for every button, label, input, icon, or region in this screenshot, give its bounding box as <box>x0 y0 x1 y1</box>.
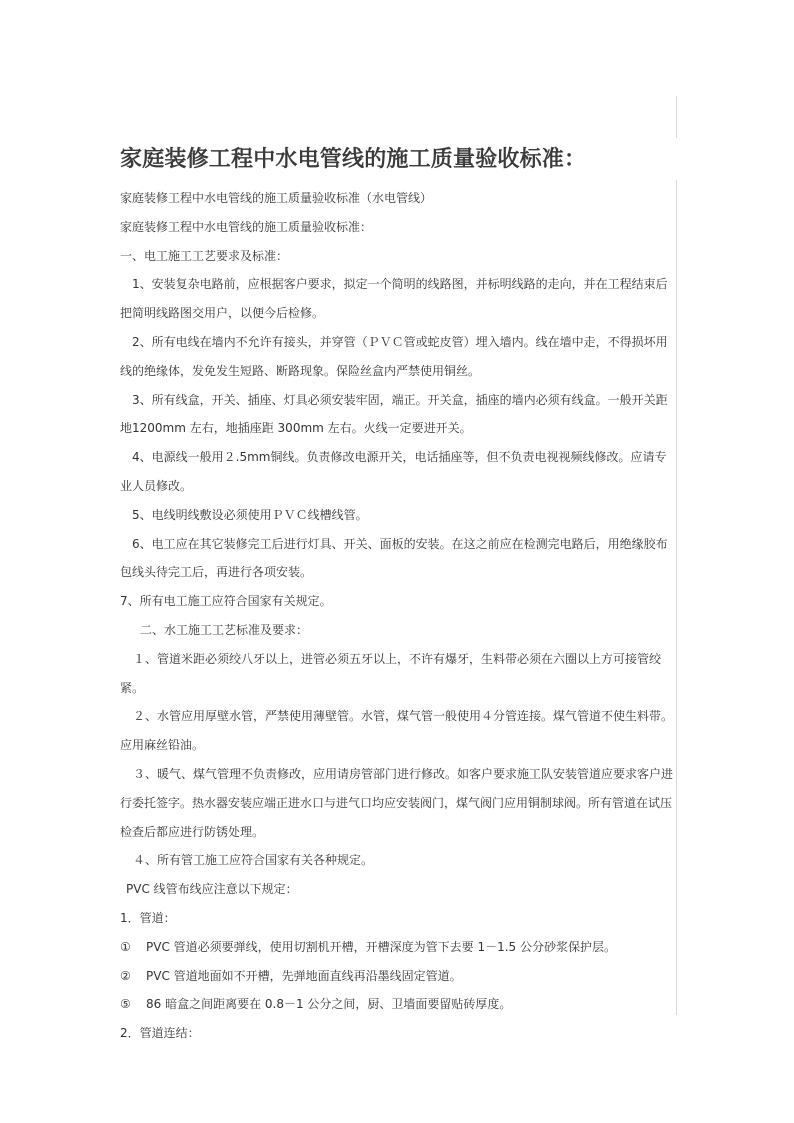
item-text: 86 暗盒之间距离要在 0.8－1 公分之间，厨、卫墙面要留贴砖厚度。 <box>146 997 512 1012</box>
pvc-section-1-heading: 1．管道： <box>120 910 176 925</box>
electrical-rule-4: 4、电源线一般用２.5mm铜线。负责修改电源开关，电话插座等，但不负责电视视频线修改。应请专业人员修改。 <box>120 450 667 493</box>
pvc-section-2-heading: 2．管道连结： <box>120 1026 200 1041</box>
item-text: PVC 管道地面如不开槽，先弹地面直线再沿墨线固定管道。 <box>146 968 462 983</box>
item-marker: ⑤ <box>120 997 131 1012</box>
page-edge-line-top <box>676 96 677 138</box>
electrical-rule-7: 7、所有电工施工应符合国家有关规定。 <box>120 594 332 609</box>
plumbing-rule-4: ４、所有管工施工应符合国家有关各种规定。 <box>133 853 374 868</box>
pvc-rules-heading: PVC 线管布线应注意以下规定： <box>126 882 298 897</box>
document-title: 家庭装修工程中水电管线的施工质量验收标准： <box>120 146 587 172</box>
plumbing-rule-2: ２、水管应用厚壁水管，严禁使用薄壁管。水管，煤气管一般使用４分管连接。煤气管道不使生料带。应用麻丝铅油。 <box>120 709 674 753</box>
item-marker: ② <box>120 968 131 983</box>
electrical-rule-5: 5、电线明线敷设必须使用ＰＶＣ线槽线管。 <box>132 507 368 522</box>
item-marker: ① <box>120 939 131 954</box>
plumbing-rule-3: ３、暖气、煤气管理不负责修改，应用请房管部门进行修改。如客户要求施工队安装管道应要求客户进行委托签字。热水器安装应端正进水口与进气口均应安装阀门，煤气阀门应用铜制球阀。所有管道在试压检查后都应进行防锈处理。 <box>120 766 674 839</box>
electrical-rule-2: 2、所有电线在墙内不允许有接头，并穿管（ＰＶＣ管或蛇皮管）埋入墙内。线在墙中走，不得损坏用线的绝缘体，发免发生短路、断路现象。保险丝盒内严禁使用铜丝。 <box>120 334 668 378</box>
item-text: PVC 管道必须要弹线，使用切割机开槽，开槽深度为管下去要 1－1.5 公分砂浆保护层。 <box>146 939 616 954</box>
pvc-item-2 <box>120 962 676 991</box>
electrical-rule-3: 3、所有线盒，开关、插座、灯具必须安装牢固，端正。开关盒，插座的墙内必须有线盒。一般开关距地1200mm 左右，地插座距 300mm 左右。火线一定要进开关。 <box>120 392 668 436</box>
plumbing-rule-1: １、管道米距必须绞八牙以上，进管必须五牙以上，不许有爆牙，生料带必须在六圈以上方可接管绞紧。 <box>120 651 662 695</box>
pvc-item-3 <box>120 990 676 1019</box>
section-heading-electrical: 一、电工施工工艺要求及标准： <box>120 248 289 263</box>
electrical-rule-6: 6、电工应在其它装修完工后进行灯具、开关、面板的安装。在这之前应在检测完电路后，用绝缘胶布包线头待完工后，再进行各项安装。 <box>120 536 668 580</box>
subtitle-line: 家庭装修工程中水电管线的施工质量验收标准（水电管线） <box>120 191 433 205</box>
document-body <box>120 184 676 1048</box>
intro-line: 家庭装修工程中水电管线的施工质量验收标准： <box>120 219 373 234</box>
electrical-rule-1: 1、安装复杂电路前，应根据客户要求，拟定一个简明的线路图，并标明线路的走向，并在工程结束后把简明线路图交用户，以便今后检修。 <box>120 277 668 321</box>
pvc-item-1 <box>120 933 676 962</box>
section-heading-plumbing: 二、水工施工工艺标准及要求： <box>140 622 309 637</box>
page-edge-line <box>676 180 677 1015</box>
